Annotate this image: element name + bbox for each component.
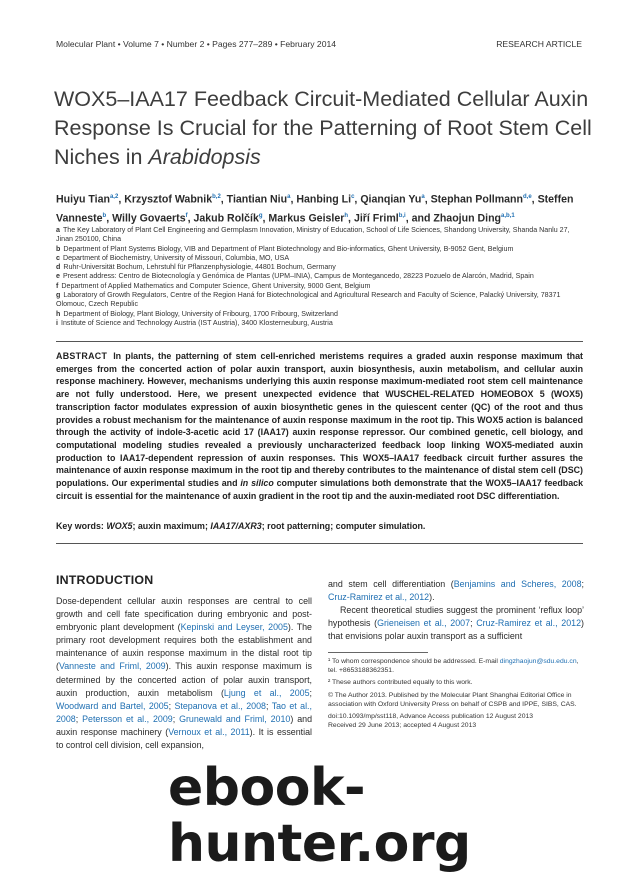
author-affiliation-mark: f <box>185 212 188 219</box>
author-affiliation-mark: h <box>344 212 349 219</box>
footnote-text: ¹ To whom correspondence should be addressed. E-mail <box>328 658 500 665</box>
author-name: Stephan Pollmann <box>430 193 523 206</box>
affiliation-item <box>56 263 586 272</box>
citation-link[interactable]: Vanneste and Friml, 2009 <box>58 661 166 672</box>
affiliation-item <box>56 272 586 281</box>
abstract-text-end: computer simulations both demonstrate that the WOX5–IAA17 feedback circuit is essential for the maintenance of auxin gradient in the root tip and the auxin-mediated root DSC differentiation. <box>56 478 584 501</box>
watermark: ebook-hunter.org <box>168 758 471 874</box>
author-affiliation-mark: b,2 <box>212 194 221 200</box>
citation-link[interactable]: Stepanova et al., 2008 <box>174 700 266 711</box>
citation-link[interactable]: Grieneisen et al., 2007 <box>377 618 471 629</box>
affiliation-key: i <box>56 318 58 327</box>
affiliation-key: c <box>56 253 60 262</box>
body-text: ; <box>309 687 312 698</box>
body-column-right <box>328 578 584 643</box>
abstract-text: In plants, the patterning of stem cell-enriched meristems requires a graded auxin response maximum that emerges from the concerted action of polar auxin transport, auxin biosynthesis, auxin metabolism, and cellular auxin response machinery. However, mechanisms underlying this auxin response maximum-mediated root stem cell maintenance are not fully understood. Here, we present unexpected evidence that WUSCHEL-RELATED HOMEOBOX 5 (WOX5) transcription factor modulates expression of auxin biosynthetic genes in the quiescent center (QC) of the root and thus provides a robust mechanism for the maintenance of auxin response maximum in the root tip. This WOX5 action is balanced through the activity of indole-3-acetic acid 17 (IAA17) auxin response repressor. Our combined genetic, cell biology, and computational modeling studies revealed a previously uncharacterized feedback loop linking WOX5-mediated auxin production to IAA17-dependent repression of auxin responses. This WOX5–IAA17 feedback circuit further assures the maintenance of auxin response maximum in the root tip and thereby contributes to the maintenance of distal stem cell (DSC) populations. Our experimental studies and <box>56 351 583 489</box>
body-column-left <box>56 595 312 752</box>
author-affiliation-mark: a,b,1 <box>501 212 515 219</box>
body-text: Recent theoretical studies suggest the prominent ‘reflux loop’ hypothesis ( <box>328 605 584 629</box>
body-text: ). This auxin response maximum is determined by the concerted action of polar auxin transport, auxin production, auxin metabolism ( <box>56 661 312 698</box>
affiliation-text: The Key Laboratory of Plant Cell Engineering and Germplasm Innovation, Ministry of Education, School of Life Sciences, Shandong University, Shanda Nanlu 27, Jinan 250100, China <box>56 226 570 244</box>
affiliation-key: f <box>56 281 59 290</box>
body-paragraph <box>328 604 584 643</box>
citation-link[interactable]: Vernoux et al., 2011 <box>168 726 250 737</box>
affiliation-text: Present address: Centro de Biotecnología y Genómica de Plantas (UPM–INIA), Campus de Montegancedo, 28223 Pozuelo de Alarcón, Madrid, Spain <box>62 272 534 281</box>
body-text: ; <box>172 713 180 724</box>
affiliation-key: a <box>56 226 60 234</box>
author-name: Jakub Rolčík <box>193 212 259 225</box>
author-affiliation-mark: g <box>258 212 263 219</box>
citation-link[interactable]: Petersson et al., 2009 <box>82 713 173 724</box>
footnote-copyright: © The Author 2013. Published by the Molecular Plant Shanghai Editorial Office in association with Oxford University Press on behalf of CSPB and IPPE, SIBS, CAS. <box>328 691 577 708</box>
section-heading: INTRODUCTION <box>56 573 154 587</box>
affiliation-text: Ruhr-Universität Bochum, Lehrstuhl für Pflanzenphysiologie, 44801 Bochum, Germany <box>63 263 336 272</box>
author-name: Krzysztof Wabnik <box>124 193 213 206</box>
affiliation-key: d <box>56 263 61 272</box>
citation-link[interactable]: Tao et al., 2008 <box>56 700 312 724</box>
author-name: Markus Geisler <box>268 212 345 225</box>
footnote-rule <box>328 652 428 653</box>
body-text: and stem cell differentiation ( <box>328 579 454 589</box>
author-list: Huiyu Tian$^{a,2}$, Krzysztof Wabnik$^{b,2}$, Tiantian Niu$^a$, Hanbing Li$^c$, Qianqian Yu$^a$, Stephan Pollmann$^{d,e}$, Steffen Vanneste$^b$, Willy Govaerts$^f$, Jakub Rolčík$^g$, Markus Geisler$^h$, Jiří Friml$^{b,i}$, and Zhaojun Ding$^{a,b,1}$ <box>56 193 574 225</box>
author-affiliation-mark: d,e <box>523 194 532 200</box>
footnote-equal-contribution: ² These authors contributed equally to this work. <box>328 679 473 687</box>
affiliation-key: g <box>56 291 61 300</box>
article-type: RESEARCH ARTICLE <box>496 39 582 49</box>
citation-link[interactable]: Woodward and Bartel, 2005 <box>56 700 169 711</box>
title-main: WOX5–IAA17 Feedback Circuit-Mediated Cellular Auxin Response Is Crucial for the Patterning of Root Stem Cell Niches in <box>54 87 592 169</box>
affiliation-list <box>56 226 586 328</box>
body-text: ) and auxin response machinery ( <box>56 713 313 737</box>
abstract-italic: in silico <box>240 478 274 489</box>
citation-link[interactable]: Cruz-Ramirez et al., 2012 <box>328 592 430 603</box>
keywords <box>56 520 583 532</box>
running-header <box>56 37 582 51</box>
affiliation-item <box>56 310 586 319</box>
footnotes <box>328 652 584 733</box>
author-name: Steffen Vanneste <box>56 193 574 225</box>
affiliation-text: Laboratory of Growth Regulators, Centre of the Region Haná for Biotechnological and Agricultural Research and Faculty of Science, Palacký University, 78371 Olomouc, Czech Republic <box>56 291 561 309</box>
footnote-text: , tel. +8653188362351. <box>328 658 579 675</box>
affiliation-key: b <box>56 244 61 253</box>
email-link[interactable]: dingzhaojun@sdu.edu.cn <box>499 658 577 665</box>
author-name: and Zhaojun Ding <box>411 212 502 225</box>
affiliation-item <box>56 226 586 245</box>
author-name: Qianqian Yu <box>360 193 422 206</box>
body-text: ). It is essential to control cell division, cell expansion, <box>56 726 312 751</box>
body-text: ; <box>168 700 175 711</box>
abstract-bottom-rule <box>56 543 583 544</box>
author-affiliation-mark: b,i <box>398 212 406 219</box>
body-text: ; <box>75 713 83 724</box>
affiliation-item <box>56 254 586 263</box>
author-affiliation-mark: b <box>102 212 107 219</box>
affiliation-key: h <box>56 309 61 318</box>
keyword: IAA17/AXR3 <box>210 521 262 531</box>
body-text: ; <box>266 700 272 711</box>
keyword: ; root patterning; computer simulation. <box>261 521 426 531</box>
footnote-doi: doi:10.1093/mp/sst118, Advance Access publication 12 August 2013 <box>328 713 534 721</box>
body-text: ). The primary root development requires both the establishment and maintenance of auxin response maximum in the distal root tip ( <box>56 622 312 672</box>
affiliation-item <box>56 245 586 254</box>
body-text: ; <box>581 579 584 589</box>
body-text: Dose-dependent cellular auxin responses are central to cell growth and cell fate specification during embryonic and post-embryonic plant development ( <box>56 596 312 633</box>
title-italic: Arabidopsis <box>148 145 261 169</box>
body-text: ). <box>429 592 435 603</box>
affiliation-item <box>56 282 586 291</box>
affiliation-text: Department of Biochemistry, University of Missouri, Columbia, MO, USA <box>62 253 290 262</box>
keywords-label: Key words: <box>56 521 104 531</box>
citation-link[interactable]: Ljung et al., 2005 <box>223 687 310 698</box>
author-name: Jiří Friml <box>353 212 399 225</box>
citation-link[interactable]: Cruz-Ramirez et al., 2012 <box>476 618 582 629</box>
citation-link[interactable]: Grunewald and Friml, 2010 <box>179 713 291 724</box>
body-paragraph <box>56 595 312 752</box>
abstract <box>56 350 583 502</box>
author-name: Tiantian Niu <box>226 193 288 206</box>
footnote-correspondence <box>328 657 584 675</box>
affiliation-text: Department of Applied Mathematics and Computer Science, Ghent University, 9000 Gent, Belgium <box>61 281 371 290</box>
keyword: ; auxin maximum; <box>132 521 208 531</box>
affiliation-text: Department of Biology, Plant Biology, University of Fribourg, 1700 Fribourg, Switzerland <box>63 309 338 318</box>
footnote-received: Received 29 June 2013; accepted 4 August 2013 <box>328 722 477 730</box>
author-affiliation-mark: a,2 <box>109 194 119 200</box>
affiliation-item <box>56 319 586 328</box>
abstract-top-rule <box>56 341 583 342</box>
citation-link[interactable]: Benjamins and Scheres, 2008 <box>453 579 582 589</box>
body-paragraph <box>328 578 584 604</box>
author-affiliation-mark: a <box>287 194 291 200</box>
keyword: WOX5 <box>106 521 133 531</box>
author-name: Willy Govaerts <box>112 212 186 225</box>
affiliation-text: Department of Plant Systems Biology, VIB and Department of Plant Biotechnology and Bio-informatics, Ghent University, B-9052 Gent, Belgium <box>63 244 514 253</box>
article-title <box>54 85 614 172</box>
citation-link[interactable]: Kepinski and Leyser, 2005 <box>180 622 288 633</box>
author-name: Hanbing Li <box>296 193 352 206</box>
body-text: ) that envisions polar auxin transport as a sufficient <box>328 618 584 642</box>
affiliation-key: e <box>56 272 60 281</box>
abstract-label: ABSTRACT <box>56 351 108 361</box>
author-affiliation-mark: c <box>351 194 355 200</box>
body-text: ; <box>470 618 477 629</box>
author-name: Huiyu Tian <box>56 193 110 206</box>
author-affiliation-mark: a <box>421 194 425 200</box>
journal-citation: Molecular Plant • Volume 7 • Number 2 • Pages 277–289 • February 2014 <box>56 39 337 49</box>
affiliation-text: Institute of Science and Technology Austria (IST Austria), 3400 Klosterneuburg, Austria <box>60 318 333 327</box>
affiliation-item <box>56 291 586 310</box>
